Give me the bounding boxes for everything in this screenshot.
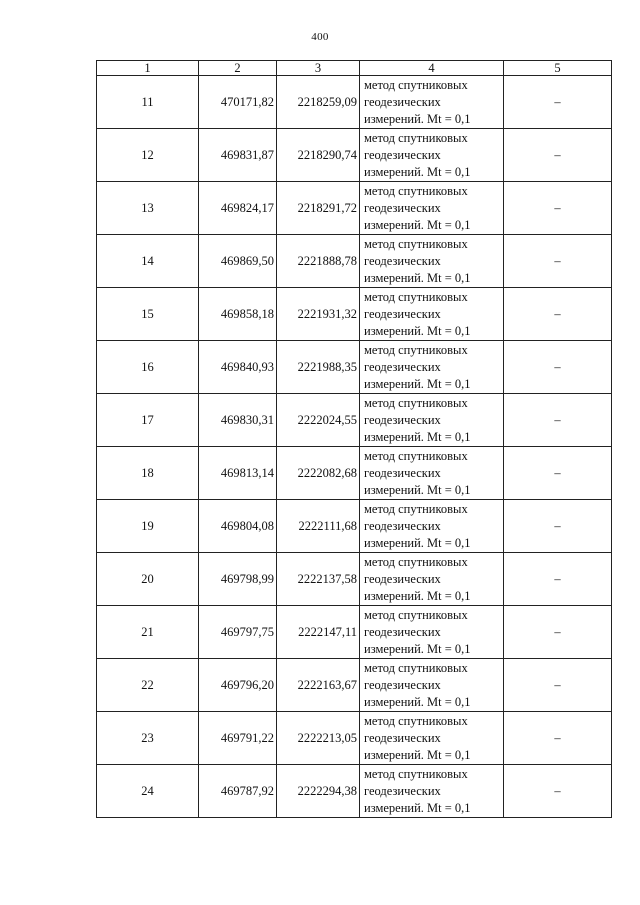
method-line: измерений. Mt = 0,1: [364, 482, 471, 497]
point-number: 12: [97, 129, 199, 182]
note-dash: –: [504, 712, 612, 765]
method-line: измерений. Mt = 0,1: [364, 747, 471, 762]
method-description: [360, 341, 504, 394]
coordinate-y: 2221888,78: [277, 235, 360, 288]
method-description: [360, 447, 504, 500]
method-line: метод спутниковых: [364, 448, 468, 463]
coordinate-y: 2218290,74: [277, 129, 360, 182]
table-row: [97, 500, 612, 553]
method-line: геодезических: [364, 783, 441, 798]
note-dash: –: [504, 341, 612, 394]
method-description: [360, 394, 504, 447]
method-description: [360, 500, 504, 553]
method-description: [360, 235, 504, 288]
coordinate-x: 469824,17: [199, 182, 277, 235]
coordinate-y: 2222082,68: [277, 447, 360, 500]
note-dash: –: [504, 500, 612, 553]
coordinate-y: 2221931,32: [277, 288, 360, 341]
table-row: [97, 606, 612, 659]
page-number: 400: [311, 31, 329, 43]
point-number: 11: [97, 76, 199, 129]
method-line: геодезических: [364, 677, 441, 692]
note-dash: –: [504, 447, 612, 500]
point-number: 16: [97, 341, 199, 394]
method-line: метод спутниковых: [364, 501, 468, 516]
method-line: метод спутниковых: [364, 183, 468, 198]
column-header-5: 5: [504, 61, 612, 76]
method-line: измерений. Mt = 0,1: [364, 641, 471, 656]
method-line: геодезических: [364, 147, 441, 162]
coordinate-x: 469869,50: [199, 235, 277, 288]
coordinate-y: 2222294,38: [277, 765, 360, 818]
coordinate-y: 2222024,55: [277, 394, 360, 447]
table-row: [97, 76, 612, 129]
coordinate-x: 469796,20: [199, 659, 277, 712]
method-line: геодезических: [364, 518, 441, 533]
method-line: метод спутниковых: [364, 554, 468, 569]
method-description: [360, 76, 504, 129]
coordinate-x: 469804,08: [199, 500, 277, 553]
method-description: [360, 765, 504, 818]
note-dash: –: [504, 659, 612, 712]
method-line: измерений. Mt = 0,1: [364, 588, 471, 603]
method-line: измерений. Mt = 0,1: [364, 800, 471, 815]
method-description: [360, 712, 504, 765]
method-line: измерений. Mt = 0,1: [364, 694, 471, 709]
method-line: измерений. Mt = 0,1: [364, 376, 471, 391]
point-number: 21: [97, 606, 199, 659]
coordinate-y: 2222147,11: [277, 606, 360, 659]
table-body: [97, 76, 612, 818]
method-line: геодезических: [364, 465, 441, 480]
point-number: 24: [97, 765, 199, 818]
note-dash: –: [504, 606, 612, 659]
table-row: [97, 659, 612, 712]
method-line: геодезических: [364, 730, 441, 745]
method-line: метод спутниковых: [364, 289, 468, 304]
point-number: 22: [97, 659, 199, 712]
method-line: геодезических: [364, 253, 441, 268]
coordinate-x: 469840,93: [199, 341, 277, 394]
method-description: [360, 606, 504, 659]
point-number: 19: [97, 500, 199, 553]
point-number: 18: [97, 447, 199, 500]
point-number: 23: [97, 712, 199, 765]
table-row: [97, 765, 612, 818]
method-line: геодезических: [364, 359, 441, 374]
note-dash: –: [504, 76, 612, 129]
table-row: [97, 235, 612, 288]
coordinate-x: 469791,22: [199, 712, 277, 765]
table-row: [97, 712, 612, 765]
point-number: 14: [97, 235, 199, 288]
coordinate-x: 470171,82: [199, 76, 277, 129]
coordinate-y: 2222213,05: [277, 712, 360, 765]
method-line: геодезических: [364, 94, 441, 109]
table-row: [97, 447, 612, 500]
method-description: [360, 659, 504, 712]
method-line: геодезических: [364, 200, 441, 215]
method-description: [360, 288, 504, 341]
method-line: метод спутниковых: [364, 395, 468, 410]
coordinate-x: 469830,31: [199, 394, 277, 447]
coordinate-y: 2218259,09: [277, 76, 360, 129]
note-dash: –: [504, 129, 612, 182]
point-number: 15: [97, 288, 199, 341]
point-number: 13: [97, 182, 199, 235]
method-line: метод спутниковых: [364, 660, 468, 675]
method-line: метод спутниковых: [364, 766, 468, 781]
coordinate-y: 2222163,67: [277, 659, 360, 712]
note-dash: –: [504, 288, 612, 341]
method-line: геодезических: [364, 306, 441, 321]
coordinate-x: 469797,75: [199, 606, 277, 659]
table-row: [97, 182, 612, 235]
method-line: метод спутниковых: [364, 77, 468, 92]
method-description: [360, 129, 504, 182]
note-dash: –: [504, 235, 612, 288]
method-line: измерений. Mt = 0,1: [364, 535, 471, 550]
method-line: измерений. Mt = 0,1: [364, 429, 471, 444]
method-line: геодезических: [364, 571, 441, 586]
method-line: измерений. Mt = 0,1: [364, 111, 471, 126]
method-line: метод спутниковых: [364, 713, 468, 728]
coordinate-y: 2222111,68: [277, 500, 360, 553]
method-line: метод спутниковых: [364, 342, 468, 357]
column-header-1: 1: [97, 61, 199, 76]
table-row: [97, 129, 612, 182]
coordinate-x: 469858,18: [199, 288, 277, 341]
coordinate-x: 469831,87: [199, 129, 277, 182]
note-dash: –: [504, 765, 612, 818]
method-description: [360, 553, 504, 606]
coordinate-x: 469813,14: [199, 447, 277, 500]
column-header-3: 3: [277, 61, 360, 76]
coordinate-y: 2222137,58: [277, 553, 360, 606]
method-line: метод спутниковых: [364, 130, 468, 145]
coordinate-y: 2221988,35: [277, 341, 360, 394]
table-row: [97, 288, 612, 341]
column-header-2: 2: [199, 61, 277, 76]
method-line: измерений. Mt = 0,1: [364, 164, 471, 179]
column-header-4: 4: [360, 61, 504, 76]
table-row: [97, 553, 612, 606]
method-line: измерений. Mt = 0,1: [364, 270, 471, 285]
point-number: 17: [97, 394, 199, 447]
note-dash: –: [504, 553, 612, 606]
method-line: измерений. Mt = 0,1: [364, 217, 471, 232]
note-dash: –: [504, 394, 612, 447]
method-line: измерений. Mt = 0,1: [364, 323, 471, 338]
coordinate-x: 469787,92: [199, 765, 277, 818]
table-row: [97, 394, 612, 447]
method-line: геодезических: [364, 412, 441, 427]
method-line: метод спутниковых: [364, 236, 468, 251]
coordinates-table: [96, 60, 612, 818]
method-line: метод спутниковых: [364, 607, 468, 622]
method-description: [360, 182, 504, 235]
note-dash: –: [504, 182, 612, 235]
point-number: 20: [97, 553, 199, 606]
coordinate-x: 469798,99: [199, 553, 277, 606]
table-row: [97, 341, 612, 394]
table-header-row: [97, 61, 612, 76]
coordinate-y: 2218291,72: [277, 182, 360, 235]
method-line: геодезических: [364, 624, 441, 639]
